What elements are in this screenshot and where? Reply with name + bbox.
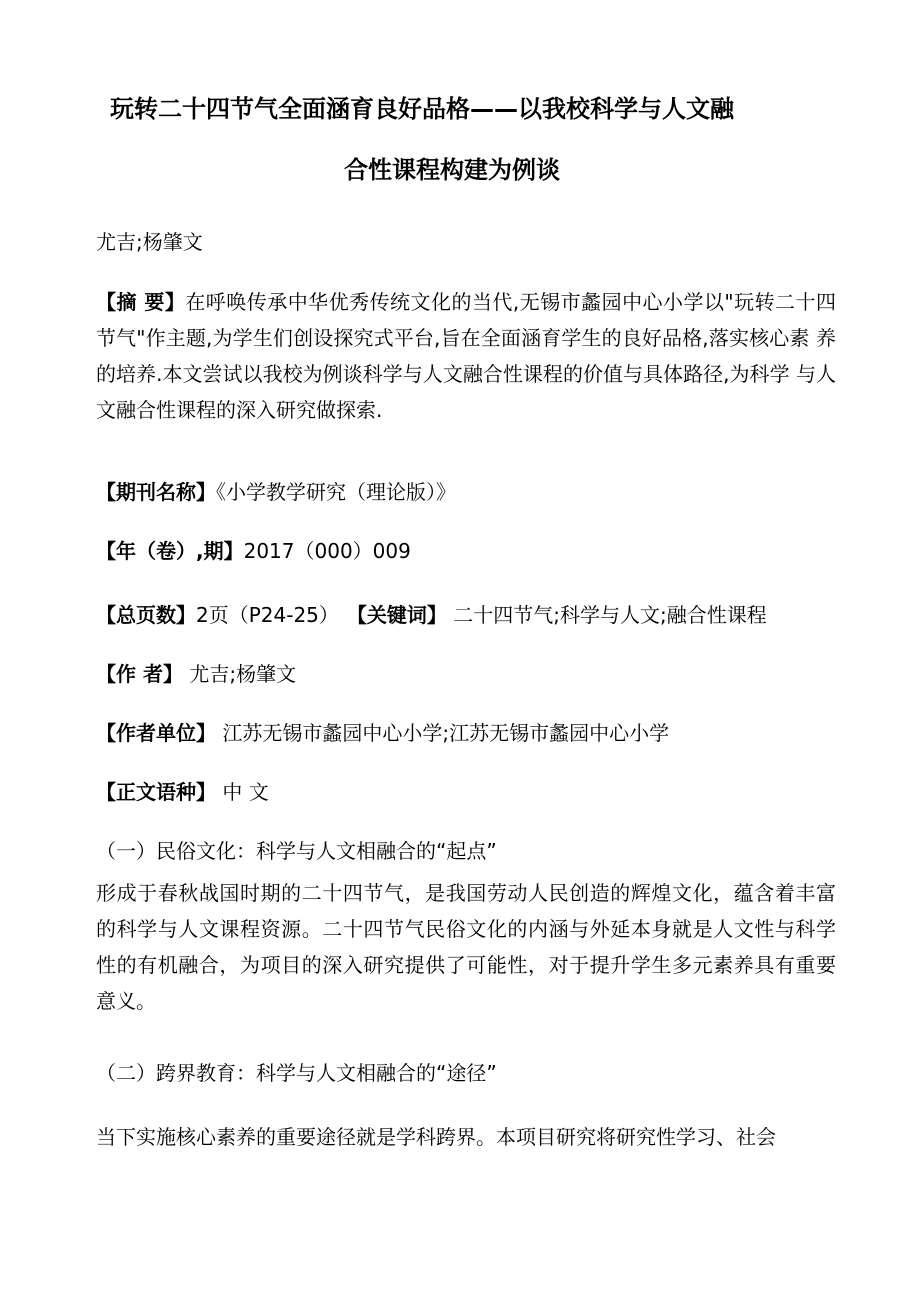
authors-line: 尤吉;杨肇文 (96, 230, 203, 254)
pages-label: 【总页数】 (96, 603, 196, 627)
affiliation-line (96, 718, 669, 748)
affiliation-value: 江苏无锡市蠡园中心小学;江苏无锡市蠡园中心小学 (216, 721, 670, 745)
author-label: 【作 者】 (96, 662, 183, 686)
section-1-heading: （一）民俗文化：科学与人文相融合的“起点” (96, 839, 497, 863)
journal-label: 【期刊名称】 (96, 480, 216, 504)
affiliation-label: 【作者单位】 (96, 721, 216, 745)
journal-line (96, 477, 456, 507)
section-1-body: 形成于春秋战国时期的二十四节气，是我国劳动人民创造的辉煌文化，蕴含着丰富 的科学与人文课程资源。二十四节气民俗文化的内涵与外延本身就是人文性与科学 性的有机融合，为项目的深入研究提供了可能性，对于提升学生多元素养具有重要 意义。 (96, 881, 836, 1013)
pages-keywords-line (96, 600, 767, 630)
document-title-line-2: 合性课程构建为例谈 (344, 156, 560, 184)
language-line (96, 777, 269, 807)
section-2-heading: （二）跨界教育：科学与人文相融合的“途径” (96, 1061, 497, 1085)
keywords-label: 【关键词】 (346, 603, 447, 627)
language-value: 中 文 (216, 780, 269, 804)
abstract-label: 【摘 要】 (96, 290, 186, 314)
author-value: 尤吉;杨肇文 (182, 662, 297, 686)
language-label: 【正文语种】 (96, 780, 216, 804)
pages-value: 2页（P24-25） (196, 603, 339, 627)
journal-value: 《小学教学研究（理论版）》 (216, 480, 456, 504)
document-title-line-1: 玩转二十四节气全面涵育良好品格——以我校科学与人文融 (110, 95, 734, 123)
year-issue-value: 2017（000）009 (243, 539, 411, 563)
abstract-text: 在呼唤传承中华优秀传统文化的当代,无锡市蠡园中心小学以"玩转二十四 节气"作主题,为学生们创设探究式平台,旨在全面涵育学生的良好品格,落实核心素 养的培养.本文尝试以我校为例谈科学与人文融合性课程的价值与具体路径,为科学 与人文融合性课程的深入研究做探索. (96, 290, 836, 422)
year-issue-line (96, 536, 411, 566)
author-line (96, 659, 296, 689)
year-issue-label: 【年（卷）,期】 (96, 539, 244, 563)
abstract-block (96, 284, 836, 428)
section-2-body: 当下实施核心素养的重要途径就是学科跨界。本项目研究将研究性学习、社会 (96, 1125, 776, 1149)
keywords-value: 二十四节气;科学与人文;融合性课程 (446, 603, 767, 627)
